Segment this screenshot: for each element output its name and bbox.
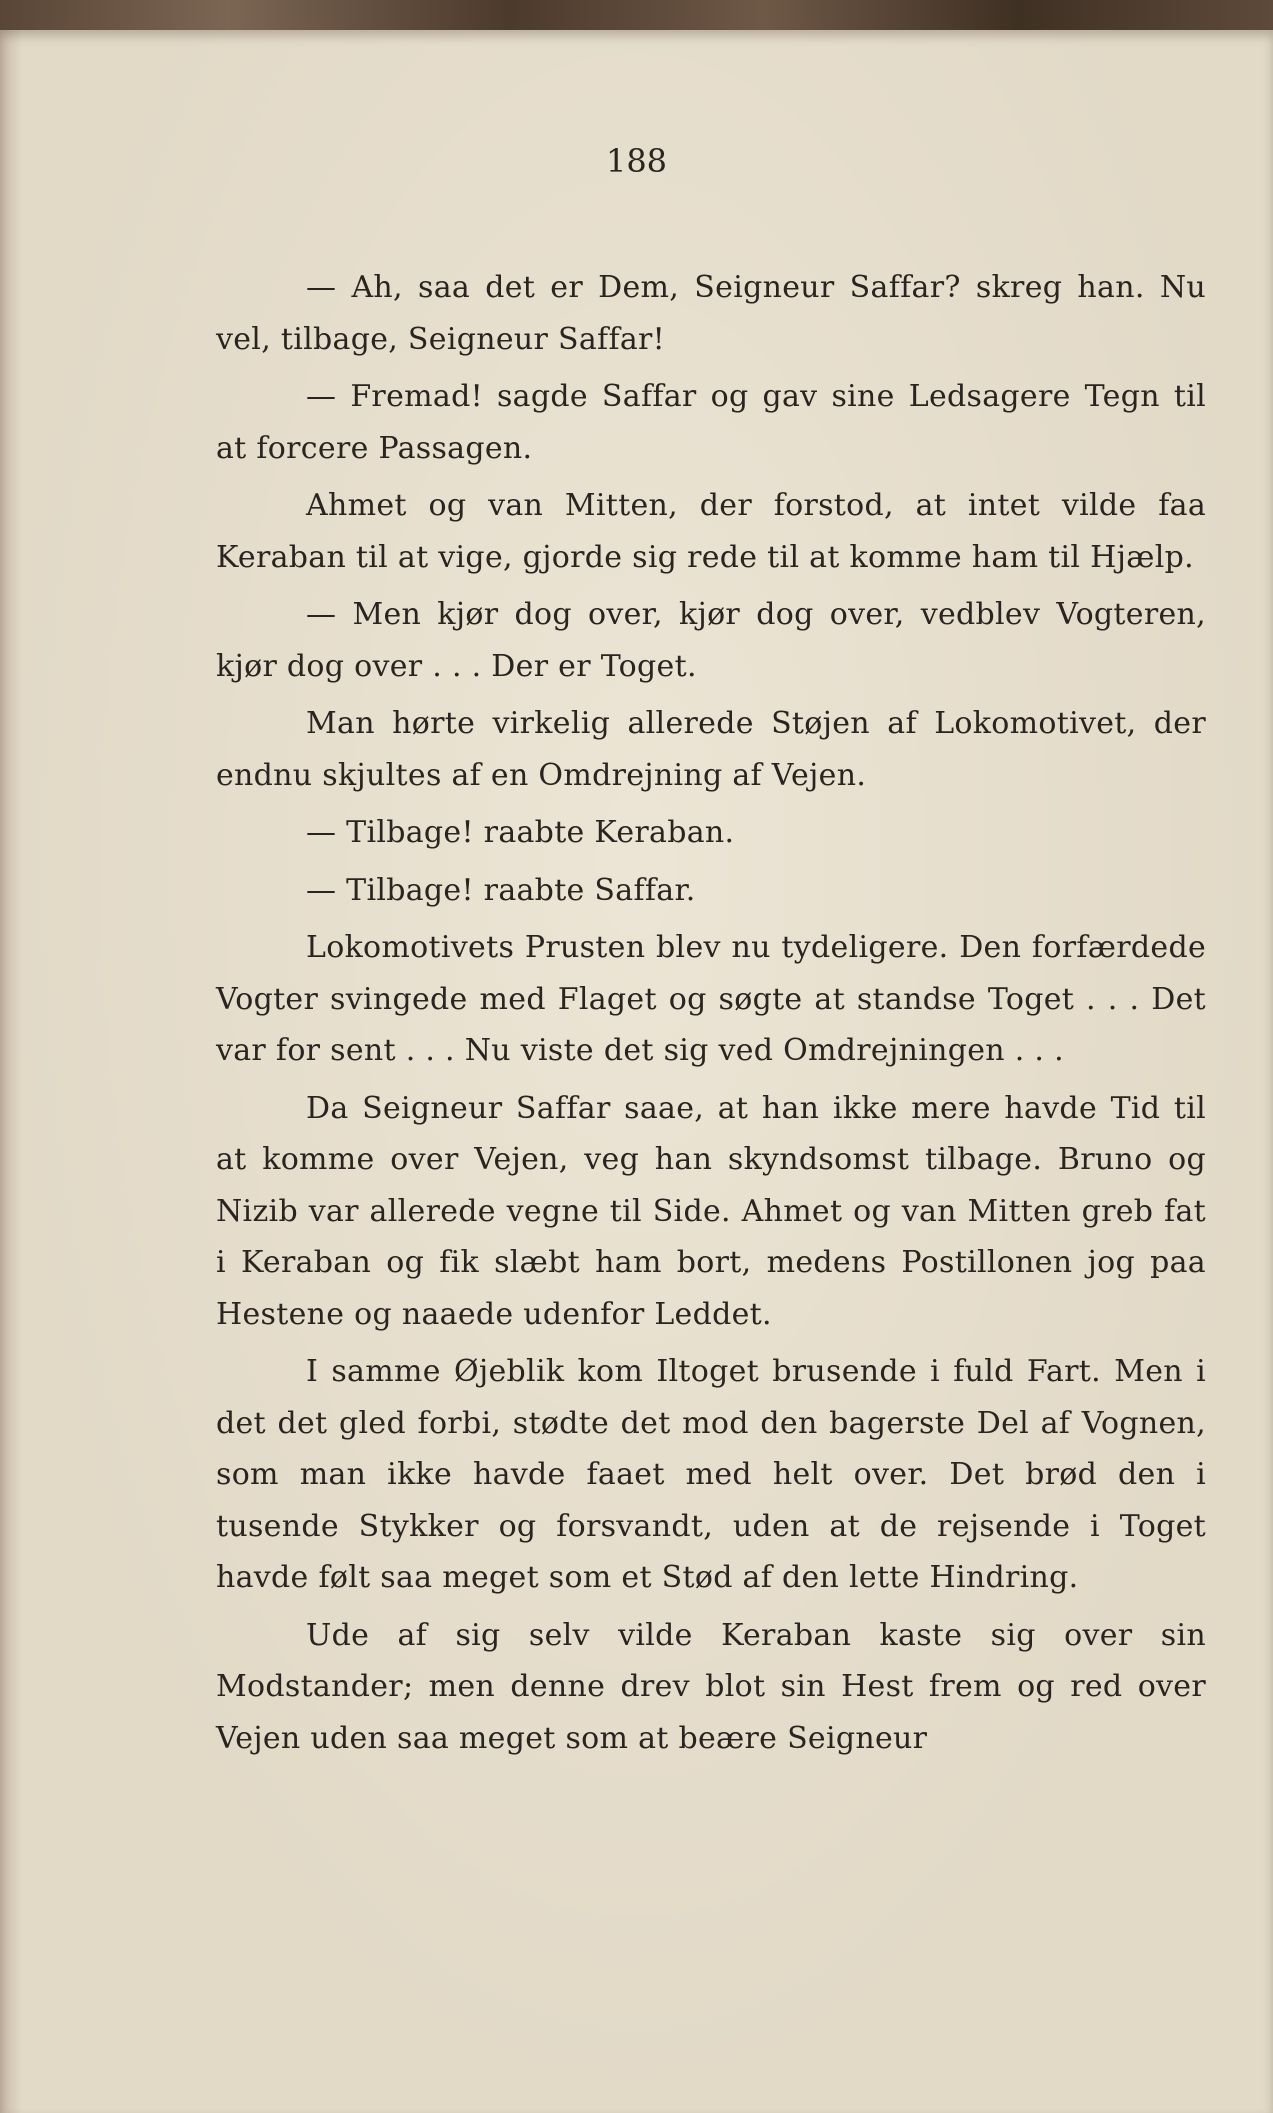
page-number: 188 xyxy=(605,142,668,180)
paragraph: — Tilbage! raabte Keraban. xyxy=(306,815,735,850)
paragraph: Ude af sig selv vilde Keraban kaste sig over sin Modstander; men denne drev blot sin Hest frem og red over Vejen uden saa meget som at beære Seigneur xyxy=(216,1617,1206,1756)
paragraph: Man hørte virkelig allerede Støjen af Lokomotivet, der endnu skjultes af en Omdrejning af Vejen. xyxy=(216,706,1206,793)
paragraph: I samme Øjeblik kom Iltoget brusende i fuld Fart. Men i det det gled forbi, stødte det mod den bagerste Del af Vognen, som man ikke havde faaet med helt over. Det brød den i tusende Stykker og forsvandt, uden at de rejsende i Toget havde følt saa meget som et Stød af den lette Hindring. xyxy=(216,1354,1206,1595)
paragraph: — Fremad! sagde Saffar og gav sine Ledsagere Tegn til at forcere Passagen. xyxy=(216,379,1206,466)
paragraph: Lokomotivets Prusten blev nu tydeligere. Den forfærdede Vogter svingede med Flaget og søgte at standse Toget . . . Det var for sent . . . Nu viste det sig ved Omdrejningen . . . xyxy=(216,930,1206,1068)
book-spine-edge xyxy=(0,0,1273,34)
book-page xyxy=(0,30,1273,2113)
paragraph: — Tilbage! raabte Saffar. xyxy=(306,872,696,908)
paragraph: Da Seigneur Saffar saae, at han ikke mere havde Tid til at komme over Vejen, veg han skyndsomst tilbage. Bruno og Nizib var allerede vegne til Side. Ahmet og van Mitten greb fat i Keraban og fik slæbt ham bort, medens Postillonen jog paa Hestene og naaede udenfor Leddet. xyxy=(216,1090,1206,1332)
body-text xyxy=(216,262,1206,1770)
paragraph: Ahmet og van Mitten, der forstod, at intet vilde faa Keraban til at vige, gjorde sig rede til at komme ham til Hjælp. xyxy=(216,488,1206,575)
paragraph: — Ah, saa det er Dem, Seigneur Saffar? skreg han. Nu vel, tilbage, Seigneur Saffar! xyxy=(216,270,1206,357)
paragraph: — Men kjør dog over, kjør dog over, vedblev Vogteren, kjør dog over . . . Der er Toget. xyxy=(216,597,1206,684)
